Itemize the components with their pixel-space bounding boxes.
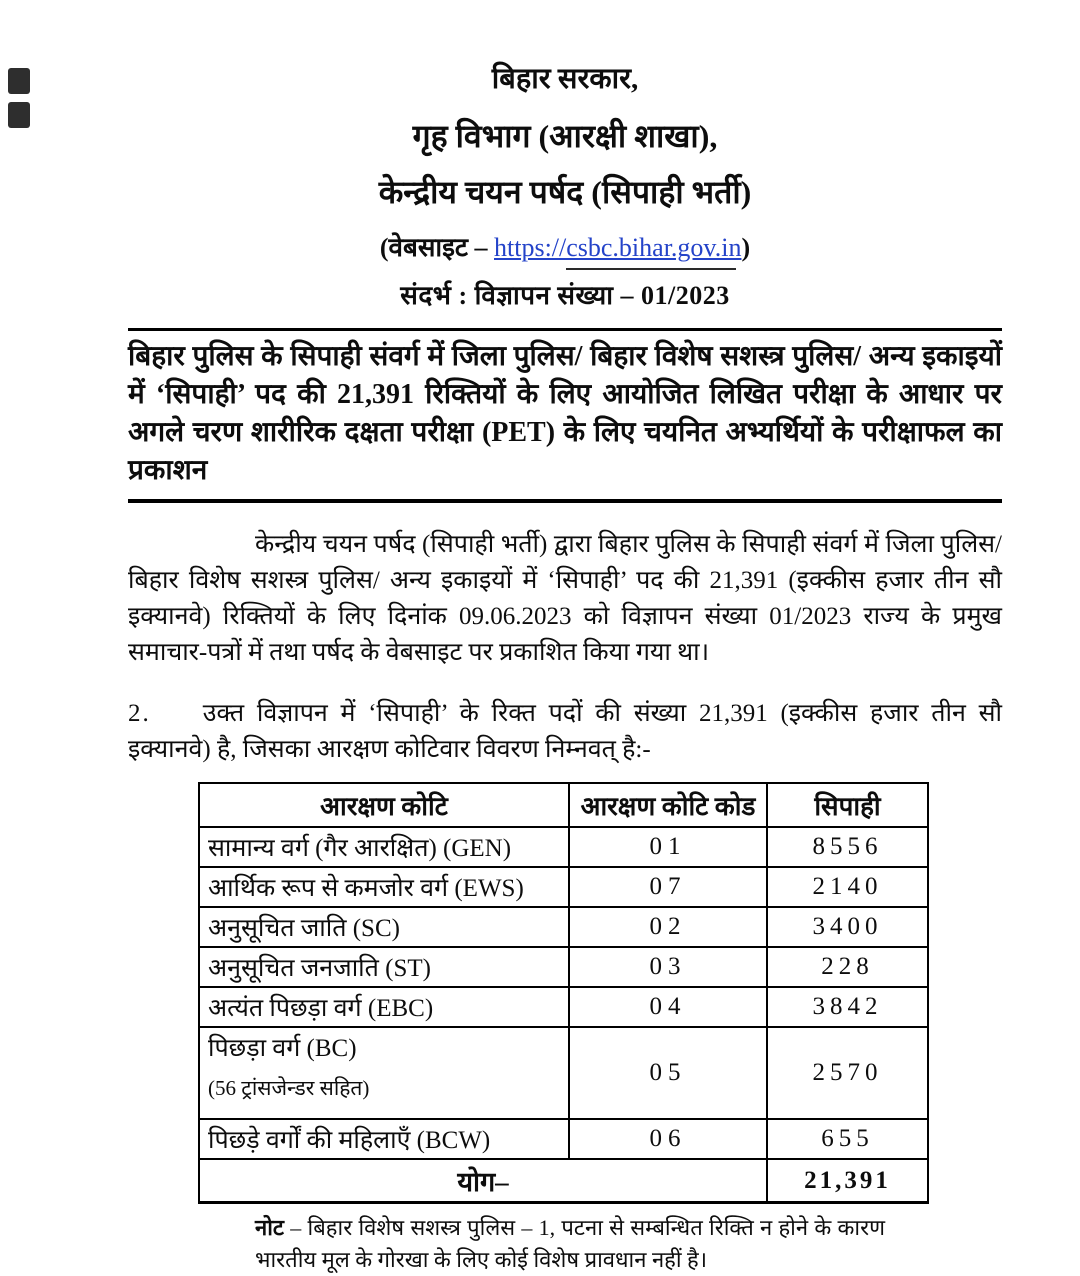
count-cell: 3400 (767, 907, 928, 947)
website-link[interactable]: https://csbc.bihar.gov.in (494, 233, 742, 262)
category-cell (199, 987, 569, 1027)
column-header-sipahi: सिपाही (767, 783, 928, 827)
category-cell (199, 1119, 569, 1159)
document-header (128, 58, 1002, 312)
document-page (0, 58, 1080, 1272)
category-cell (199, 1027, 569, 1119)
table-row (199, 987, 928, 1027)
category-label: पिछड़ा वर्ग (BC) (208, 1035, 357, 1062)
category-cell (199, 867, 569, 907)
government-title: बिहार सरकार, (491, 63, 639, 95)
column-header-category: आरक्षण कोटि (199, 783, 569, 827)
footnote-text: – बिहार विशेष सशस्त्र पुलिस – 1, पटना से सम्बन्धित रिक्ति न होने के कारण भारतीय मूल के गोरखा के लिए कोई विशेष प्रावधान नहीं है। (255, 1215, 886, 1272)
notice-title: बिहार पुलिस के सिपाही संवर्ग में जिला पुलिस/ बिहार विशेष सशस्त्र पुलिस/ अन्य इकाइयों में ‘सिपाही’ पद की 21,391 रिक्तियों के लिए आयोजित लिखित परीक्षा के आधार पर अगले चरण शारीरिक दक्षता परीक्षा (PET) के लिए चयनित अभ्यर्थियों के परीक्षाफल का प्रकाशन (128, 341, 1002, 486)
count-cell: 3842 (767, 987, 928, 1027)
code-cell: 07 (569, 867, 767, 907)
category-cell (199, 827, 569, 867)
vacancy-table-body (199, 827, 928, 1159)
vacancy-table (198, 782, 929, 1204)
scan-artifact-icon (8, 102, 30, 128)
website-suffix: ) (741, 233, 751, 262)
total-row (199, 1159, 928, 1203)
category-label: अनुसूचित जनजाति (ST) (208, 955, 431, 982)
vacancy-table-foot (199, 1159, 928, 1203)
header-row (199, 783, 928, 827)
table-row (199, 867, 928, 907)
code-cell: 04 (569, 987, 767, 1027)
table-row (199, 907, 928, 947)
reference-line: संदर्भ : विज्ञापन संख्या – 01/2023 (400, 281, 730, 310)
count-cell: 228 (767, 947, 928, 987)
table-row (199, 1119, 928, 1159)
category-label: पिछड़े वर्गों की महिलाएँ (BCW) (208, 1127, 491, 1154)
category-label: अनुसूचित जाति (SC) (208, 915, 400, 942)
website-line (128, 228, 1002, 264)
category-label: अत्यंत पिछड़ा वर्ग (EBC) (208, 995, 434, 1022)
count-cell: 8556 (767, 827, 928, 867)
category-subnote: (56 ट्रांसजेन्डर सहित) (208, 1076, 370, 1100)
vacancy-table-head (199, 783, 928, 827)
footnote-label: नोट (255, 1215, 284, 1240)
paragraph-intro: केन्द्रीय चयन पर्षद (सिपाही भर्ती) द्वारा बिहार पुलिस के सिपाही संवर्ग में जिला पुलिस/ बिहार विशेष सशस्त्र पुलिस/ अन्य इकाइयों में ‘सिपाही’ पद की 21,391 (इक्कीस हजार तीन सौ इक्यानवे) रिक्तियों के लिए दिनांक 09.06.2023 को विज्ञापन संख्या 01/2023 राज्य के प्रमुख समाचार-पत्रों में तथा पर्षद के वेबसाइट पर प्रकाशित किया गया था। (128, 531, 1002, 666)
category-cell (199, 947, 569, 987)
total-label: योग– (199, 1159, 767, 1203)
count-cell: 655 (767, 1119, 928, 1159)
url-underline (566, 268, 736, 270)
board-title: केन्द्रीय चयन पर्षद (सिपाही भर्ती) (378, 174, 752, 210)
column-header-code: आरक्षण कोटि कोड (569, 783, 767, 827)
code-cell: 06 (569, 1119, 767, 1159)
category-cell (199, 907, 569, 947)
count-cell: 2140 (767, 867, 928, 907)
code-cell: 02 (569, 907, 767, 947)
total-value: 21,391 (767, 1159, 928, 1203)
title-rule-bottom (128, 499, 1002, 503)
count-cell: 2570 (767, 1027, 928, 1119)
footnote (255, 1212, 885, 1276)
table-row (199, 1027, 928, 1119)
category-label: सामान्य वर्ग (गैर आरक्षित) (GEN) (208, 835, 512, 862)
code-cell: 01 (569, 827, 767, 867)
table-row (199, 827, 928, 867)
paragraph-two (128, 696, 1002, 768)
website-label: (वेबसाइट – (379, 233, 494, 262)
scan-artifact-icon (8, 68, 30, 94)
code-cell: 03 (569, 947, 767, 987)
paragraph-two-text: उक्त विज्ञापन में ‘सिपाही’ के रिक्त पदों की संख्या 21,391 (इक्कीस हजार तीन सौ इक्यानवे) है, जिसका आरक्षण कोटिवार विवरण निम्नवत् है:- (128, 700, 1002, 763)
paragraph-number: 2. (128, 700, 151, 727)
table-row (199, 947, 928, 987)
department-title: गृह विभाग (आरक्षी शाखा), (412, 118, 718, 154)
category-label: आर्थिक रूप से कमजोर वर्ग (EWS) (208, 875, 524, 902)
code-cell: 05 (569, 1027, 767, 1119)
